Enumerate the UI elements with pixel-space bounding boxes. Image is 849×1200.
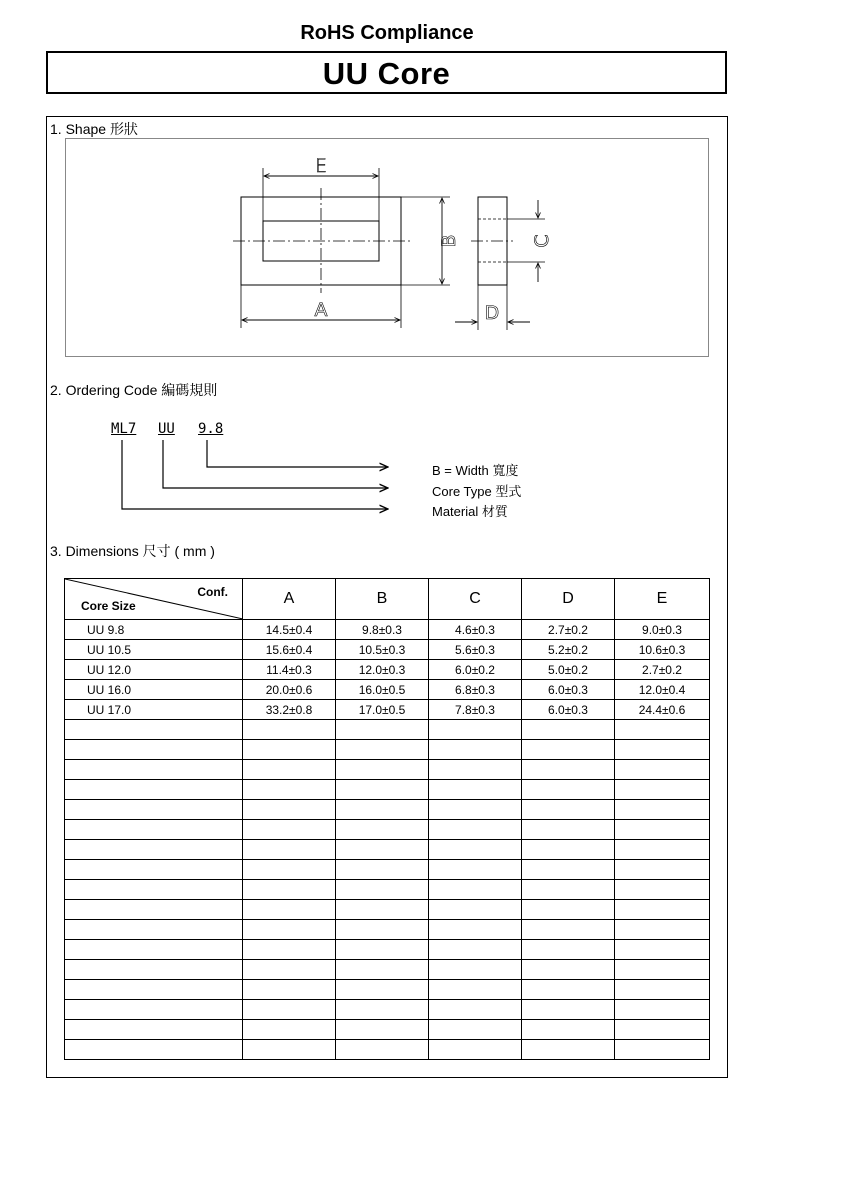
core-size-cell: UU 12.0 [65, 660, 243, 680]
empty-table-row [65, 740, 710, 760]
column-header-a: A [243, 579, 336, 620]
empty-cell [429, 840, 522, 860]
empty-cell [522, 940, 615, 960]
value-cell: 11.4±0.3 [243, 660, 336, 680]
empty-cell [522, 1000, 615, 1020]
empty-cell [336, 960, 429, 980]
value-cell: 6.8±0.3 [429, 680, 522, 700]
empty-cell [429, 880, 522, 900]
empty-cell [522, 1040, 615, 1060]
core-size-cell: UU 17.0 [65, 700, 243, 720]
value-cell: 9.8±0.3 [336, 620, 429, 640]
rohs-heading: RoHS Compliance [300, 22, 474, 44]
empty-cell [522, 840, 615, 860]
empty-cell [243, 980, 336, 1000]
empty-cell [522, 1020, 615, 1040]
empty-cell [615, 1020, 710, 1040]
empty-cell [65, 940, 243, 960]
value-cell: 2.7±0.2 [522, 620, 615, 640]
dim-label-b: B [438, 234, 460, 248]
empty-cell [615, 880, 710, 900]
value-cell: 20.0±0.6 [243, 680, 336, 700]
dimensions-table [64, 578, 710, 1060]
empty-cell [522, 960, 615, 980]
empty-table-row [65, 940, 710, 960]
core-size-cell: UU 16.0 [65, 680, 243, 700]
empty-cell [615, 1000, 710, 1020]
empty-table-row [65, 960, 710, 980]
empty-cell [336, 940, 429, 960]
empty-cell [243, 960, 336, 980]
empty-cell [429, 960, 522, 980]
empty-cell [336, 920, 429, 940]
table-row [65, 640, 710, 660]
empty-cell [615, 920, 710, 940]
empty-cell [336, 980, 429, 1000]
core-size-label: Core Size [81, 599, 136, 613]
value-cell: 5.6±0.3 [429, 640, 522, 660]
empty-cell [243, 920, 336, 940]
empty-cell [65, 840, 243, 860]
empty-cell [522, 900, 615, 920]
empty-cell [522, 860, 615, 880]
empty-cell [65, 880, 243, 900]
empty-table-row [65, 860, 710, 880]
code-part-material: ML7 [111, 421, 137, 437]
table-row [65, 620, 710, 640]
dim-label-e: E [314, 155, 328, 177]
empty-cell [336, 820, 429, 840]
empty-table-row [65, 1020, 710, 1040]
column-header-d: D [522, 579, 615, 620]
value-cell: 14.5±0.4 [243, 620, 336, 640]
table-row [65, 700, 710, 720]
column-header-e: E [615, 579, 710, 620]
empty-cell [429, 820, 522, 840]
empty-cell [336, 760, 429, 780]
column-header-b: B [336, 579, 429, 620]
shape-drawing [0, 0, 849, 400]
empty-cell [429, 740, 522, 760]
empty-cell [65, 860, 243, 880]
empty-cell [243, 740, 336, 760]
empty-cell [65, 920, 243, 940]
empty-cell [243, 760, 336, 780]
empty-cell [522, 920, 615, 940]
empty-cell [336, 860, 429, 880]
empty-cell [429, 980, 522, 1000]
empty-cell [243, 820, 336, 840]
empty-cell [336, 1020, 429, 1040]
empty-cell [65, 740, 243, 760]
empty-table-row [65, 1040, 710, 1060]
section-ordering-title: 2. Ordering Code 編碼規則 [50, 382, 218, 398]
empty-cell [65, 1040, 243, 1060]
ordering-code-arrows [0, 430, 849, 530]
empty-table-row [65, 800, 710, 820]
page-title: UU Core [46, 51, 727, 94]
empty-cell [243, 800, 336, 820]
section-shape-title: 1. Shape 形狀 [50, 121, 138, 137]
empty-cell [615, 740, 710, 760]
empty-cell [429, 1000, 522, 1020]
empty-cell [65, 960, 243, 980]
value-cell: 6.0±0.3 [522, 680, 615, 700]
value-cell: 6.0±0.3 [522, 700, 615, 720]
empty-cell [429, 780, 522, 800]
empty-cell [615, 800, 710, 820]
empty-cell [615, 860, 710, 880]
empty-table-row [65, 920, 710, 940]
value-cell: 7.8±0.3 [429, 700, 522, 720]
value-cell: 15.6±0.4 [243, 640, 336, 660]
core-size-cell: UU 9.8 [65, 620, 243, 640]
value-cell: 5.2±0.2 [522, 640, 615, 660]
empty-cell [243, 1040, 336, 1060]
empty-cell [522, 780, 615, 800]
legend-material: Material 材質 [432, 504, 508, 519]
code-part-type: UU [158, 421, 175, 437]
empty-cell [429, 860, 522, 880]
value-cell: 33.2±0.8 [243, 700, 336, 720]
empty-cell [336, 800, 429, 820]
value-cell: 5.0±0.2 [522, 660, 615, 680]
value-cell: 9.0±0.3 [615, 620, 710, 640]
legend-core-type: Core Type 型式 [432, 484, 522, 499]
empty-cell [65, 780, 243, 800]
table-corner-cell [65, 579, 243, 620]
empty-cell [522, 760, 615, 780]
empty-cell [615, 960, 710, 980]
empty-cell [65, 980, 243, 1000]
empty-cell [429, 720, 522, 740]
empty-cell [336, 1040, 429, 1060]
value-cell: 12.0±0.3 [336, 660, 429, 680]
value-cell: 24.4±0.6 [615, 700, 710, 720]
empty-cell [243, 840, 336, 860]
value-cell: 2.7±0.2 [615, 660, 710, 680]
empty-table-row [65, 900, 710, 920]
empty-table-row [65, 840, 710, 860]
dim-label-d: D [484, 302, 500, 324]
empty-cell [522, 980, 615, 1000]
empty-cell [615, 780, 710, 800]
empty-cell [615, 980, 710, 1000]
empty-cell [522, 880, 615, 900]
empty-table-row [65, 720, 710, 740]
empty-cell [336, 900, 429, 920]
empty-cell [429, 920, 522, 940]
table-row [65, 660, 710, 680]
empty-cell [429, 1020, 522, 1040]
empty-cell [243, 780, 336, 800]
empty-table-row [65, 880, 710, 900]
empty-cell [65, 1000, 243, 1020]
empty-cell [336, 740, 429, 760]
empty-table-row [65, 980, 710, 1000]
empty-cell [65, 820, 243, 840]
column-header-c: C [429, 579, 522, 620]
empty-cell [243, 900, 336, 920]
empty-cell [615, 840, 710, 860]
value-cell: 4.6±0.3 [429, 620, 522, 640]
table-header-row [65, 579, 710, 620]
empty-cell [65, 1020, 243, 1040]
empty-cell [522, 720, 615, 740]
value-cell: 10.6±0.3 [615, 640, 710, 660]
empty-cell [336, 1000, 429, 1020]
value-cell: 12.0±0.4 [615, 680, 710, 700]
empty-cell [65, 800, 243, 820]
empty-cell [615, 820, 710, 840]
value-cell: 16.0±0.5 [336, 680, 429, 700]
empty-cell [429, 900, 522, 920]
empty-cell [522, 800, 615, 820]
empty-cell [615, 940, 710, 960]
value-cell: 6.0±0.2 [429, 660, 522, 680]
value-cell: 10.5±0.3 [336, 640, 429, 660]
empty-cell [522, 820, 615, 840]
empty-cell [615, 900, 710, 920]
dim-label-a: A [314, 299, 328, 321]
empty-cell [336, 780, 429, 800]
section-dimensions-title: 3. Dimensions 尺寸 ( mm ) [50, 543, 215, 559]
empty-table-row [65, 820, 710, 840]
empty-table-row [65, 1000, 710, 1020]
empty-cell [243, 940, 336, 960]
empty-cell [615, 1040, 710, 1060]
empty-cell [243, 860, 336, 880]
empty-cell [615, 760, 710, 780]
empty-table-row [65, 760, 710, 780]
empty-cell [65, 900, 243, 920]
empty-cell [336, 880, 429, 900]
empty-table-row [65, 780, 710, 800]
empty-cell [429, 1040, 522, 1060]
empty-cell [336, 840, 429, 860]
empty-cell [429, 760, 522, 780]
empty-cell [243, 1020, 336, 1040]
legend-width: B = Width 寬度 [432, 463, 519, 478]
empty-cell [615, 720, 710, 740]
empty-cell [429, 940, 522, 960]
dim-label-c: C [531, 234, 553, 248]
empty-cell [243, 880, 336, 900]
empty-cell [243, 1000, 336, 1020]
empty-cell [336, 720, 429, 740]
empty-cell [65, 760, 243, 780]
conf-label: Conf. [197, 585, 228, 599]
empty-cell [429, 800, 522, 820]
core-size-cell: UU 10.5 [65, 640, 243, 660]
empty-cell [522, 740, 615, 760]
value-cell: 17.0±0.5 [336, 700, 429, 720]
table-row [65, 680, 710, 700]
empty-cell [65, 720, 243, 740]
code-part-width: 9.8 [198, 421, 224, 437]
empty-cell [243, 720, 336, 740]
